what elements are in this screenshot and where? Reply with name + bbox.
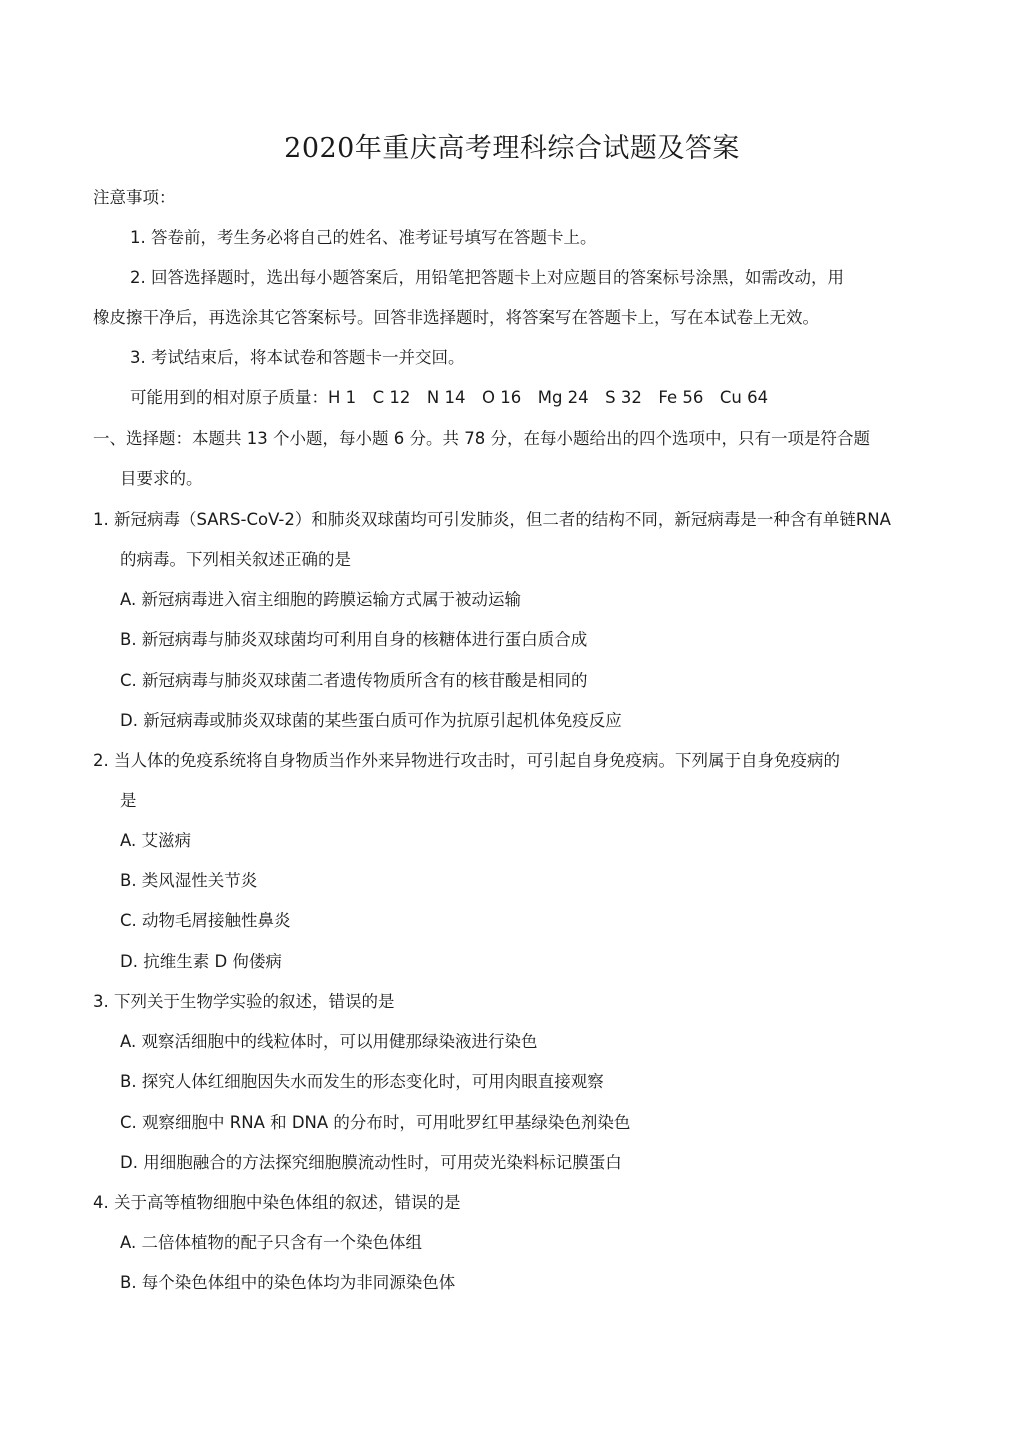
page-title: 2020年重庆高考理科综合试题及答案 (284, 133, 740, 164)
question-4-option-a: A. 二倍体植物的配子只含有一个染色体组 (120, 1233, 422, 1252)
question-1-stem-cont: 的病毒。下列相关叙述正确的是 (120, 550, 351, 569)
notice-heading: 注意事项： (93, 188, 176, 207)
atomic-mass-line: 可能用到的相对原子质量：H 1 C 12 N 14 O 16 Mg 24 S 32 Fe 56 Cu 64 (130, 388, 769, 407)
question-3-option-b: B. 探究人体红细胞因失水而发生的形态变化时，可用肉眼直接观察 (120, 1072, 604, 1091)
question-3-stem: 3. 下列关于生物学实验的叙述，错误的是 (93, 992, 395, 1011)
question-3-option-d: D. 用细胞融合的方法探究细胞膜流动性时，可用荧光染料标记膜蛋白 (120, 1153, 622, 1172)
question-1-stem: 1. 新冠病毒（SARS-CoV-2）和肺炎双球菌均可引发肺炎，但二者的结构不同，新冠病毒是一种含有单链RNA (93, 510, 891, 529)
question-4-stem: 4. 关于高等植物细胞中染色体组的叙述，错误的是 (93, 1193, 461, 1212)
question-1-option-d: D. 新冠病毒或肺炎双球菌的某些蛋白质可作为抗原引起机体免疫反应 (120, 711, 622, 730)
notice-item-1: 1. 答卷前，考生务必将自己的姓名、准考证号填写在答题卡上。 (130, 228, 597, 247)
question-1-option-c: C. 新冠病毒与肺炎双球菌二者遗传物质所含有的核苷酸是相同的 (120, 671, 588, 690)
question-2-option-a: A. 艾滋病 (120, 831, 191, 850)
question-2-stem: 2. 当人体的免疫系统将自身物质当作外来异物进行攻击时，可引起自身免疫病。下列属于自身免疫病的 (93, 751, 840, 770)
section-heading: 一、选择题：本题共 13 个小题，每小题 6 分。共 78 分，在每小题给出的四个选项中，只有一项是符合题 (93, 429, 870, 448)
question-3-option-c: C. 观察细胞中 RNA 和 DNA 的分布时，可用吡罗红甲基绿染色剂染色 (120, 1113, 631, 1132)
section-heading-cont: 目要求的。 (120, 469, 203, 488)
question-1-option-b: B. 新冠病毒与肺炎双球菌均可利用自身的核糖体进行蛋白质合成 (120, 630, 588, 649)
question-3-option-a: A. 观察活细胞中的线粒体时，可以用健那绿染液进行染色 (120, 1032, 538, 1051)
question-1-option-a: A. 新冠病毒进入宿主细胞的跨膜运输方式属于被动运输 (120, 590, 521, 609)
question-2-stem-cont: 是 (120, 791, 137, 810)
question-2-option-c: C. 动物毛屑接触性鼻炎 (120, 911, 291, 930)
question-4-option-b: B. 每个染色体组中的染色体均为非同源染色体 (120, 1273, 456, 1292)
notice-item-2: 2. 回答选择题时，选出每小题答案后，用铅笔把答题卡上对应题目的答案标号涂黑，如需改动，用 (130, 268, 844, 287)
question-2-option-b: B. 类风湿性关节炎 (120, 871, 258, 890)
notice-item-2-cont: 橡皮擦干净后，再选涂其它答案标号。回答非选择题时，将答案写在答题卡上，写在本试卷上无效。 (93, 308, 819, 327)
question-2-option-d: D. 抗维生素 D 佝偻病 (120, 952, 282, 971)
notice-item-3: 3. 考试结束后，将本试卷和答题卡一并交回。 (130, 348, 465, 367)
